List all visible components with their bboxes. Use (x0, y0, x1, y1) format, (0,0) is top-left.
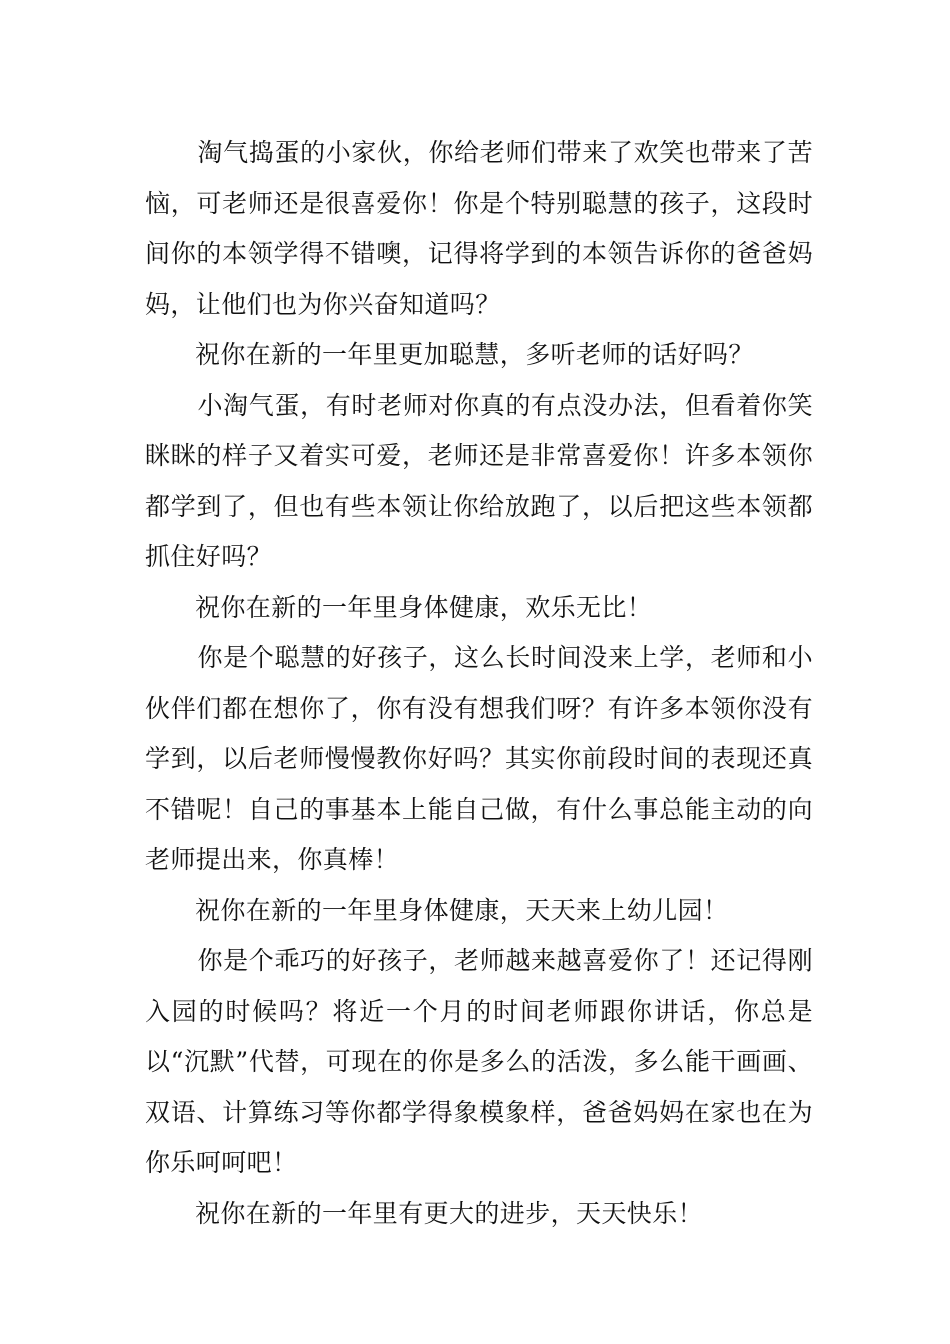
comment-paragraph-2: 小淘气蛋，有时老师对你真的有点没办法，但看着你笑眯眯的样子又着实可爱，老师还是非常喜爱你！许多本领你都学到了，但也有些本领让你给放跑了，以后把这些本领都抓住好吗？ (145, 390, 813, 571)
wish-paragraph-4: 祝你在新的一年里有更大的进步，天天快乐！ (195, 1198, 704, 1228)
comment-paragraph-3: 你是个聪慧的好孩子，这么长时间没来上学，老师和小伙伴们都在想你了，你有没有想我们呀？有许多本领你没有学到，以后老师慢慢教你好吗？其实你前段时间的表现还真不错呢！自己的事基本上能自己做，有什么事总能主动的向老师提出来，你真棒！ (145, 643, 813, 874)
comment-paragraph-4: 你是个乖巧的好孩子，老师越来越喜爱你了！还记得刚入园的时候吗？将近一个月的时间老师跟你讲话，你总是以“沉默”代替，可现在的你是多么的活泼，多么能干画画、双语、计算练习等你都学得象模象样，爸爸妈妈在家也在为你乐呵呵吧！ (145, 946, 813, 1177)
comment-paragraph-1: 淘气捣蛋的小家伙，你给老师们带来了欢笑也带来了苦恼，可老师还是很喜爱你！你是个特别聪慧的孩子，这段时间你的本领学得不错噢，记得将学到的本领告诉你的爸爸妈妈，让他们也为你兴奋知道吗？ (145, 138, 813, 319)
wish-paragraph-1: 祝你在新的一年里更加聪慧，多听老师的话好吗？ (195, 340, 754, 369)
wish-paragraph-3: 祝你在新的一年里身体健康，天天来上幼儿园！ (195, 895, 729, 925)
document-body (145, 128, 813, 1239)
wish-paragraph-2: 祝你在新的一年里身体健康，欢乐无比！ (195, 592, 653, 622)
